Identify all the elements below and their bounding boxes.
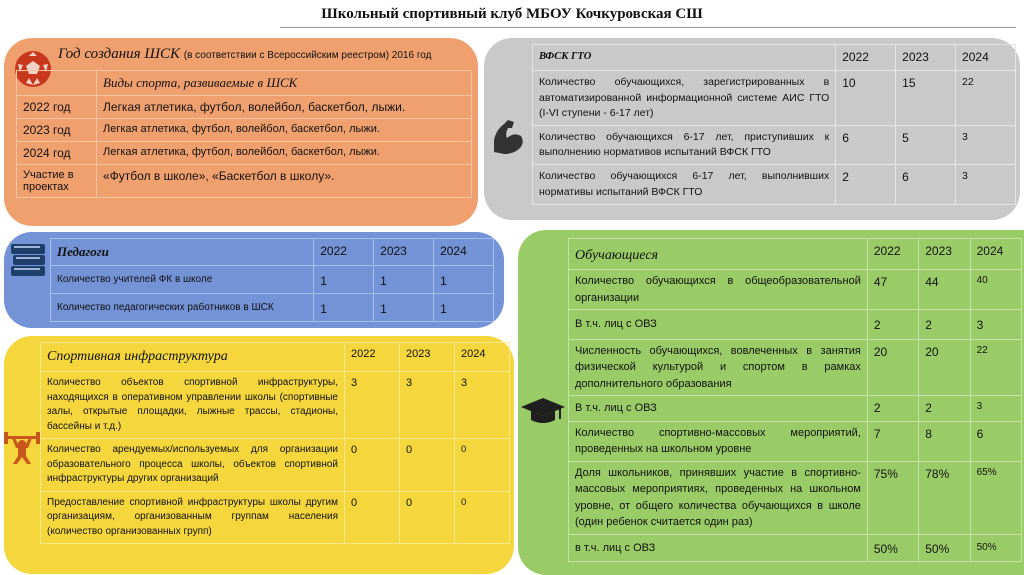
- page-title: Школьный спортивный клуб МБОУ Кочкуровская СШ: [321, 6, 703, 22]
- weightlifter-icon: [4, 426, 40, 471]
- muscle-arm-icon: [490, 116, 526, 161]
- infra-heading: Спортивная инфраструктура: [41, 343, 345, 372]
- table-row: Количество обучающихся, зарегистрированных в автоматизированной информационной системе АИС ГТО (I-VI ступени - 6-17 лет) 10 15 22: [533, 71, 1016, 126]
- graduation-cap-icon: [520, 396, 566, 431]
- table-row: 2022 год Легкая атлетика, футбол, волейбол, баскетбол, лыжи.: [17, 96, 472, 119]
- gto-table: ВФСК ГТО 2022 2023 2024 Количество обучающихся, зарегистрированных в автоматизированной информационной системе АИС ГТО (I-VI ступени - 6-17 лет) 10 15 22 Количество обучающихся 6-17 лет, приступивших к выполнению нормативов испытаний ВФСК ГТО 6 5 3 Количество обучающихся 6-17 лет, выполнивших нормативы испытаний ВФСК ГТО 2 6 3: [532, 44, 1016, 205]
- table-row: Количество педагогических работников в ШСК 1 1 1: [51, 294, 494, 322]
- table-row: В т.ч. лиц с ОВЗ 2 2 3: [569, 396, 1022, 422]
- title-underline: [280, 27, 1016, 28]
- table-row: Количество объектов спортивной инфраструктуры, находящихся в оперативном управлении школы (спортивные залы, открытые площадки, лыжные трассы, стадионы, бассейны и т.д.) 3 3 3: [41, 372, 510, 439]
- table-row: Количество обучающихся в общеобразовательной организации 47 44 40: [569, 270, 1022, 310]
- table-row: Количество учителей ФК в школе 1 1 1: [51, 266, 494, 294]
- table-row: 2023 год Легкая атлетика, футбол, волейбол, баскетбол, лыжи.: [17, 119, 472, 142]
- founding-table: [16, 70, 472, 198]
- table-row: Количество обучающихся 6-17 лет, выполнивших нормативы испытаний ВФСК ГТО 2 6 3: [533, 165, 1016, 204]
- table-row: В т.ч. лиц с ОВЗ 2 2 3: [569, 310, 1022, 340]
- infra-table: Спортивная инфраструктура 2022 2023 2024 Количество объектов спортивной инфраструктуры, находящихся в оперативном управлении школы (спортивные залы, открытые площадки, лыжные трассы, стадионы, бассейны и т.д.) 3 3 3 Количество арендуемых/используемых для организации образовательного процесса школы, объектов спортивной инфраструктуры других организаций 0 0 0 Предоставление спортивной инфраструктуры школы другим организациям, организованным группам населения (количество организованных групп) 0 0 0: [40, 342, 510, 544]
- table-row: в т.ч. лиц с ОВЗ 50% 50% 50%: [569, 534, 1022, 561]
- table-row: Количество спортивно-массовых мероприятий, проведенных на школьном уровне 7 8 6: [569, 421, 1022, 461]
- table-row: Участие в проектах «Футбол в школе», «Баскетбол в школу».: [17, 165, 472, 198]
- students-table: Обучающиеся 2022 2023 2024 Количество обучающихся в общеобразовательной организации 47 44 40 В т.ч. лиц с ОВЗ 2 2 3 Численность обучающихся, вовлеченных в занятия физической культурой и спортом в рамках дополнительного образования 20 20 22 В т.ч. лиц с ОВЗ 2 2 3 Количество спортивно-массовых мероприятий, проведенных на школьном уровне 7 8 6 Доля школьников, принявших участие в спортивно-массовых мероприятиях, проведенных на школьном уровне, от общего количества обучающихся в школе (один ребенок считается один раз) 75% 78% 65% в т.ч. лиц с ОВЗ 50% 50% 50%: [568, 238, 1022, 562]
- table-row: Количество обучающихся 6-17 лет, приступивших к выполнению нормативов испытаний ВФСК ГТО 6 5 3: [533, 126, 1016, 165]
- students-heading: Обучающиеся: [569, 239, 868, 270]
- sports-header: Виды спорта, развиваемые в ШСК: [97, 71, 472, 96]
- table-row: Доля школьников, принявших участие в спортивно-массовых мероприятиях, проведенных на школьном уровне, от общего количества обучающихся в школе (один ребенок считается один раз) 75% 78% 65%: [569, 461, 1022, 534]
- teachers-table: Педагоги 2022 2023 2024 Количество учителей ФК в школе 1 1 1 Количество педагогических работников в ШСК 1 1 1: [50, 238, 494, 322]
- books-icon: [8, 242, 48, 283]
- gto-heading: ВФСК ГТО: [533, 45, 836, 71]
- founding-heading: Год создания ШСК (в соответствии с Всероссийским реестром) 2016 год: [58, 46, 432, 62]
- table-row: Предоставление спортивной инфраструктуры школы другим организациям, организованным группам населения (количество организованных групп) 0 0 0: [41, 491, 510, 544]
- table-row: 2024 год Легкая атлетика, футбол, волейбол, баскетбол, лыжи.: [17, 142, 472, 165]
- teachers-heading: Педагоги: [51, 239, 314, 266]
- table-row: Численность обучающихся, вовлеченных в занятия физической культурой и спортом в рамках дополнительного образования 20 20 22: [569, 339, 1022, 396]
- table-row: Количество арендуемых/используемых для организации образовательного процесса школы, объектов спортивной инфраструктуры других организаций 0 0 0: [41, 439, 510, 492]
